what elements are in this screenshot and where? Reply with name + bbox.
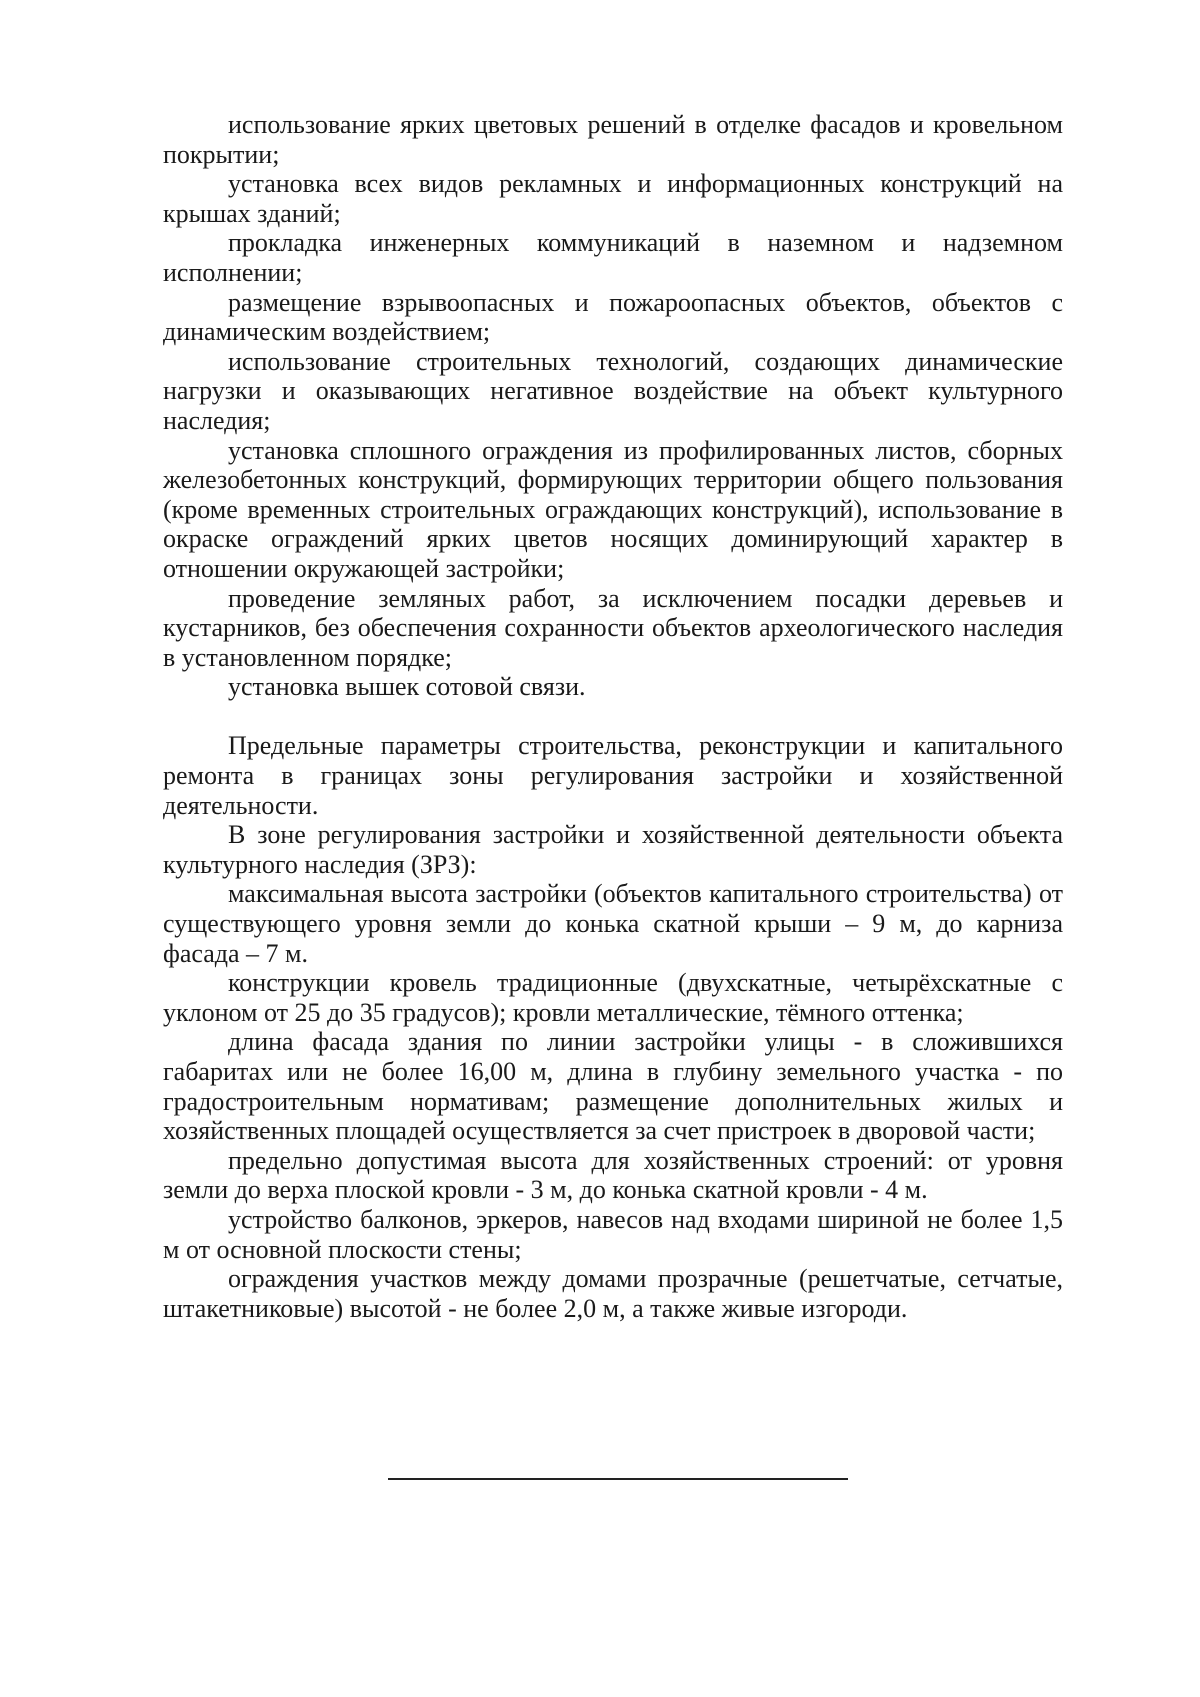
closing-rule <box>388 1478 848 1480</box>
section-parameters <box>163 731 1063 1323</box>
paragraph: конструкции кровель традиционные (двухскатные, четырёхскатные с уклоном от 25 до 35 градусов); кровли металлические, тёмного оттенка; <box>163 968 1063 1027</box>
section-restrictions <box>163 110 1063 702</box>
paragraph: прокладка инженерных коммуникаций в наземном и надземном исполнении; <box>163 228 1063 287</box>
paragraph: предельно допустимая высота для хозяйственных строений: от уровня земли до верха плоской кровли - 3 м, до конька скатной кровли - 4 м. <box>163 1145 1063 1205</box>
paragraph: использование ярких цветовых решений в отделке фасадов и кровельном покрытии; <box>163 110 1063 169</box>
paragraph: проведение земляных работ, за исключением посадки деревьев и кустарников, без обеспечения сохранности объектов археологического наследия в установленном порядке; <box>163 583 1063 672</box>
paragraph: использование строительных технологий, создающих динамические нагрузки и оказывающих негативное воздействие на объект культурного наследия; <box>163 346 1063 435</box>
paragraph: размещение взрывоопасных и пожароопасных объектов, объектов с динамическим воздействием; <box>163 287 1063 347</box>
paragraph: установка всех видов рекламных и информационных конструкций на крышах зданий; <box>163 169 1063 228</box>
paragraph: В зоне регулирования застройки и хозяйственной деятельности объекта культурного наследия (ЗРЗ): <box>163 820 1063 879</box>
paragraph: установка сплошного ограждения из профилированных листов, сборных железобетонных конструкций, формирующих территории общего пользования (кроме временных строительных ограждающих конструкций), использование в окраске ограждений ярких цветов носящих доминирующий характер в отношении окружающей застройки; <box>163 435 1063 583</box>
document-body <box>163 110 1063 1323</box>
paragraph: установка вышек сотовой связи. <box>228 672 586 702</box>
paragraph: ограждения участков между домами прозрачные (решетчатые, сетчатые, штакетниковые) высотой - не более 2,0 м, а также живые изгороди. <box>163 1264 1063 1323</box>
paragraph: устройство балконов, эркеров, навесов над входами шириной не более 1,5 м от основной плоскости стены; <box>163 1204 1063 1264</box>
paragraph: длина фасада здания по линии застройки улицы - в сложившихся габаритах или не более 16,00 м, длина в глубину земельного участка - по градостроительным нормативам; размещение дополнительных жилых и хозяйственных площадей осуществляется за счет пристроек в дворовой части; <box>163 1027 1063 1146</box>
paragraph: максимальная высота застройки (объектов капитального строительства) от существующего уровня земли до конька скатной крыши – 9 м, до карниза фасада – 7 м. <box>163 879 1063 968</box>
section-heading-paragraph: Предельные параметры строительства, реконструкции и капитального ремонта в границах зоны регулирования застройки и хозяйственной деятельности. <box>163 731 1063 820</box>
